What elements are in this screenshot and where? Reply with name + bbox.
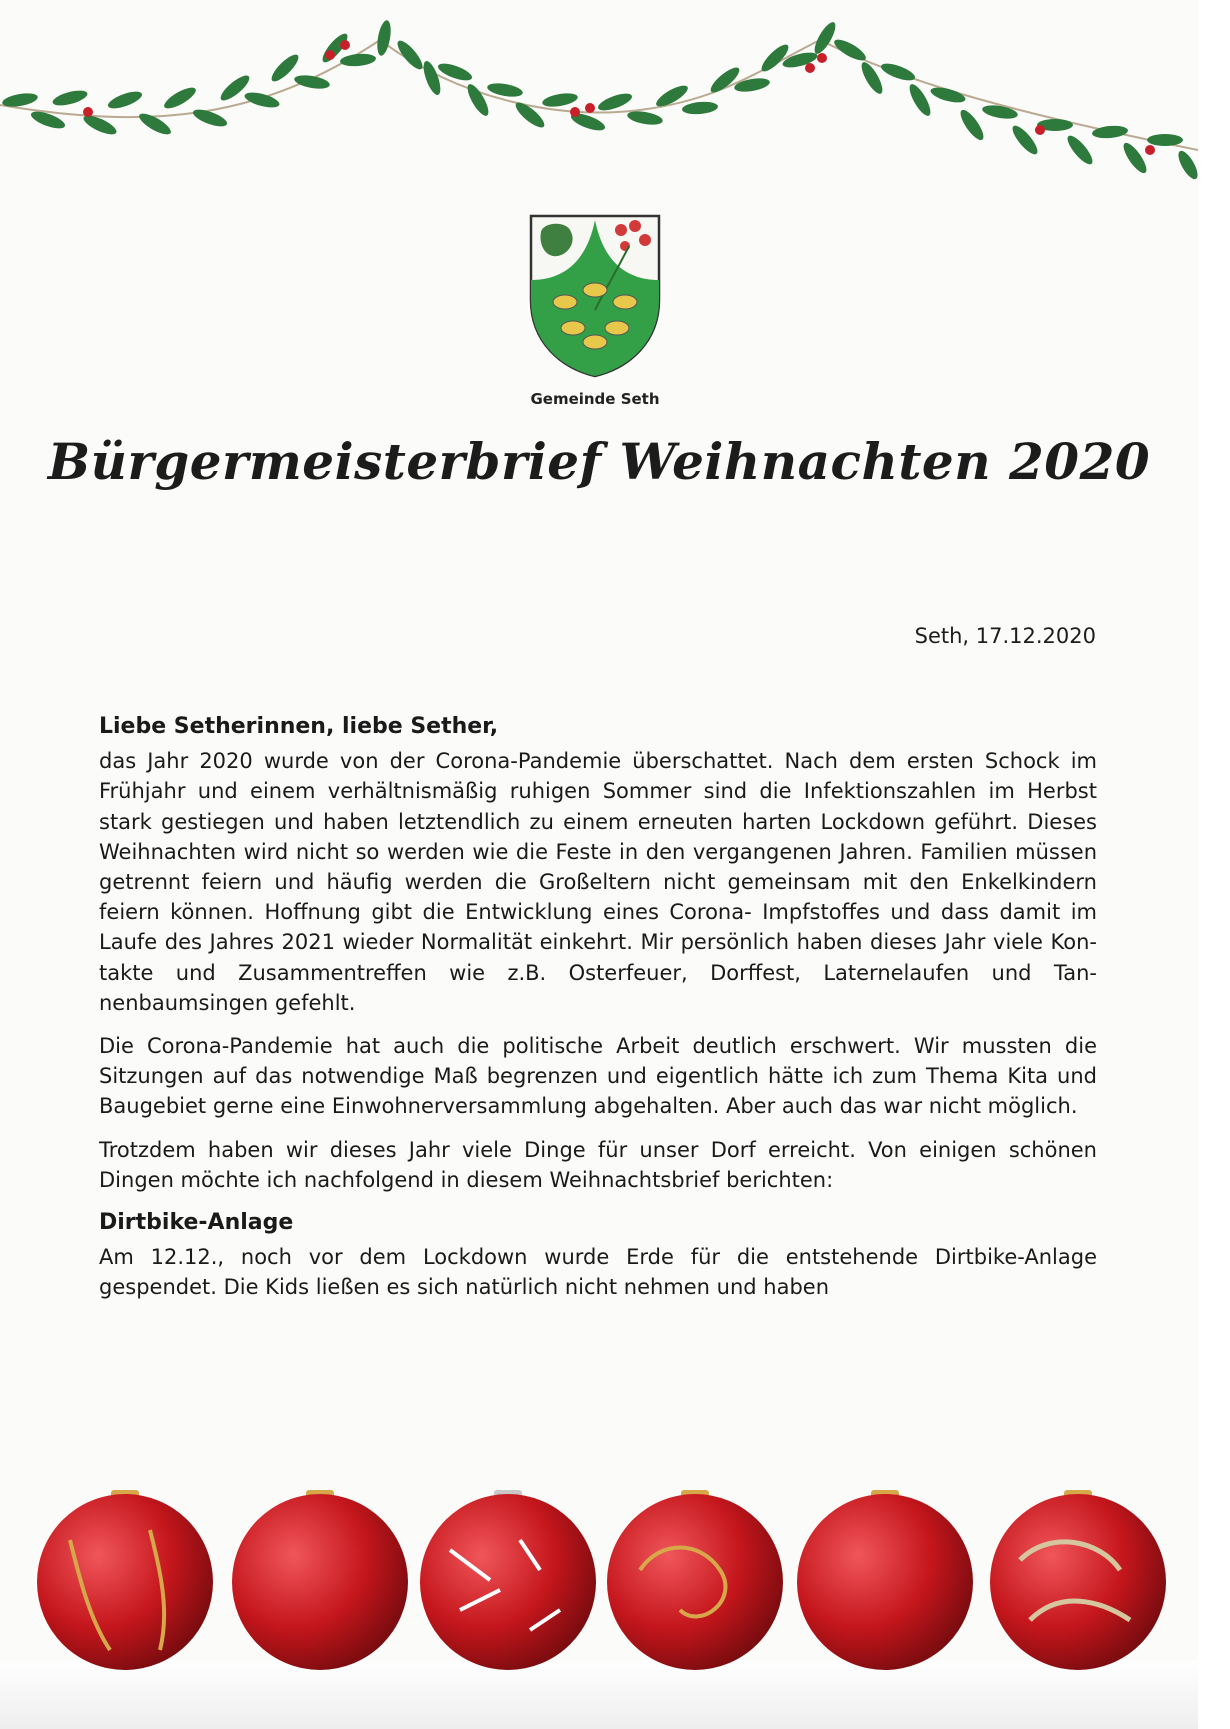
- municipality-name: Gemeinde Seth: [530, 390, 660, 408]
- bauble-1: [37, 1490, 213, 1670]
- bauble-2: [232, 1490, 408, 1670]
- bauble-4: [607, 1490, 783, 1670]
- holly-garland: [0, 0, 1198, 190]
- letter-body: [99, 712, 1097, 1316]
- scan-margin: [1198, 0, 1230, 1729]
- christmas-baubles-image: [0, 1460, 1198, 1729]
- paragraph: Trotzdem haben wir dieses Jahr viele Dinge für unser Dorf erreicht. Von einigen schönen Dingen möchte ich nachfolgend in diesem Weihnachtsbrief berichten:: [99, 1137, 1097, 1192]
- paragraph: Am 12.12., noch vor dem Lockdown wurde Erde für die entstehende Dirtbike-Anlage gespendet. Die Kids ließen es sich natürlich nicht nehmen und haben: [99, 1245, 1097, 1300]
- paragraph: das Jahr 2020 wurde von der Corona-Pandemie überschattet. Nach dem ersten Schock im Frühjahr und einem verhältnismäßig ruhigen Sommer sind die Infektionszahlen im Herbst stark gestiegen und haben letztendlich zu einem erneuten harten Lockdown geführt. Dieses Weihnachten wird nicht so werden wie die Feste in den vergangenen Jahren. Familien müssen getrennt feiern und häufig werden die Großeltern nicht gemeinsam mit den Enkelkindern feiern können. Hoffnung gibt die Entwicklung eines Corona- Impfstoffes und dass damit im Laufe des Jahres 2021 wieder Normalität einkehrt. Mir persönlich haben dieses Jahr viele Kontakte und Zusammentreffen wie z.B. Osterfeuer, Dorffest, Laternelaufen und Tannenbaumsingen gefehlt.: [99, 749, 1097, 1015]
- salutation: Liebe Setherinnen, liebe Sether,: [99, 714, 499, 739]
- letter-date: Seth, 17.12.2020: [914, 624, 1096, 648]
- bauble-3: [420, 1490, 596, 1670]
- letter-title: Bürgermeisterbrief Weihnachten 2020: [47, 432, 1151, 491]
- bauble-5: [797, 1490, 973, 1670]
- coat-of-arms-logo: [525, 210, 665, 380]
- paragraph: Die Corona-Pandemie hat auch die politische Arbeit deutlich erschwert. Wir mussten die Sitzungen auf das notwendige Maß begrenzen und eigentlich hätte ich zum Thema Kita und Baugebiet gerne eine Einwohnerversammlung abgehalten. Aber auch das war nicht möglich.: [99, 1034, 1097, 1119]
- section-heading: Dirtbike-Anlage: [99, 1210, 294, 1236]
- bauble-6: [990, 1490, 1166, 1670]
